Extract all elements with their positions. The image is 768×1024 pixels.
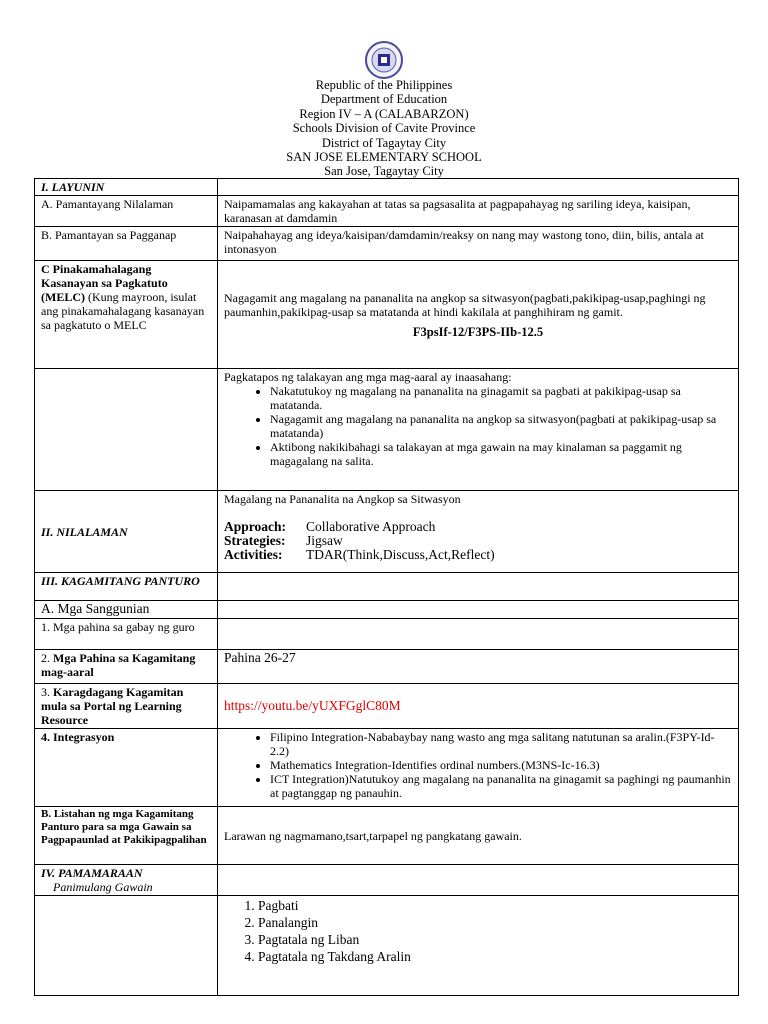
table-row	[35, 807, 739, 865]
row-value	[218, 261, 739, 369]
table-row	[35, 227, 739, 261]
list-item: • Aktibong nakikibahagi sa talakayan at mga gawain na may kinalaman sa paggamit ng magagalang na salita.	[270, 440, 732, 468]
list-item: 4. Pagtatala ng Takdang Aralin	[258, 948, 732, 965]
list-item: 1. Pagbati	[258, 897, 732, 914]
header-line: SAN JOSE ELEMENTARY SCHOOL	[286, 150, 482, 165]
section-heading: II. NILALAMAN	[35, 491, 218, 573]
table-row	[35, 261, 739, 369]
empty-cell	[218, 619, 739, 650]
objectives-cell	[218, 369, 739, 491]
table-row	[35, 179, 739, 196]
row-value: Naipahahayag ang ideya/kaisipan/damdamin/reaksy on nang may wastong tono, diin, bilis, antala at intonasyon	[218, 227, 739, 261]
empty-cell	[218, 865, 739, 896]
row-label: 4. Integrasyon	[35, 729, 218, 807]
table-row	[35, 491, 739, 573]
school-header	[0, 78, 768, 179]
melc-label-rest: (Kung mayroon, isulat ang pinakamahalagang kasanayan sa pagkatuto o MELC	[41, 290, 205, 332]
header-line: Schools Division of Cavite Province	[292, 121, 476, 136]
header-line: Department of Education	[320, 92, 448, 107]
table-row	[35, 684, 739, 729]
row-label: A. Pamantayang Nilalaman	[35, 196, 218, 227]
row-label	[35, 684, 218, 729]
table-row	[35, 865, 739, 896]
row-value: Pahina 26-27	[218, 650, 739, 684]
section-heading: III. KAGAMITANG PANTURO	[35, 573, 218, 601]
list-item: 3. Pagtatala ng Liban	[258, 931, 732, 948]
row-value: Naipamamalas ang kakayahan at tatas sa pagsasalita at pagpapahayag ng sariling ideya, kaisipan, karanasan at damdamin	[218, 196, 739, 227]
header-line: Region IV – A (CALABARZON)	[299, 106, 469, 121]
strategies-label: Strategies:	[224, 533, 286, 548]
header-line: District of Tagaytay City	[321, 135, 447, 150]
item-number: 3.	[41, 685, 53, 699]
activities-value: TDAR(Think,Discuss,Act,Reflect)	[306, 547, 495, 562]
list-item: 2. Panalangin	[258, 914, 732, 931]
empty-cell	[35, 896, 218, 996]
item-label-bold: Mga Pahina sa Kagamitang mag-aaral	[41, 651, 196, 679]
header-line: Republic of the Philippines	[315, 78, 453, 92]
activities-label: Activities:	[224, 547, 283, 562]
item-label-bold: Karagdagang Kagamitan mula sa Portal ng Learning Resource	[41, 685, 184, 727]
table-row	[35, 573, 739, 601]
list-item: • Filipino Integration-Nababaybay nang wasto ang mga salitang natutunan sa aralin.(F3PY-Id-2.2)	[270, 730, 732, 758]
empty-cell	[218, 179, 739, 196]
steps-list	[224, 897, 732, 965]
melc-code: F3psIf-12/F3PS-IIb-12.5	[412, 324, 544, 339]
objectives-list	[224, 384, 732, 468]
table-row	[35, 650, 739, 684]
steps-cell	[218, 896, 739, 996]
row-label: B. Listahan ng mga Kagamitang Panturo para sa mga Gawain sa Pagpapaunlad at Pakikipagpalihan	[35, 807, 218, 865]
row-label: A. Mga Sanggunian	[35, 601, 218, 619]
list-item: • Mathematics Integration-Identifies ordinal numbers.(M3NS-Ic-16.3)	[270, 758, 732, 772]
melc-label-bold: C Pinakamahalagang Kasanayan sa Pagkatuto (MELC)	[41, 262, 168, 304]
row-value: Larawan ng nagmamano,tsart,tarpapel ng pangkatang gawain.	[218, 807, 739, 865]
row-label: 1. Mga pahina sa gabay ng guro	[35, 619, 218, 650]
table-row	[35, 196, 739, 227]
section-subheading: Panimulang Gawain	[53, 880, 153, 894]
section-heading: I. LAYUNIN	[35, 179, 218, 196]
row-value	[218, 684, 739, 729]
empty-cell	[35, 369, 218, 491]
youtube-link[interactable]: https://youtu.be/yUXFGglC80M	[224, 698, 401, 713]
table-row	[35, 601, 739, 619]
list-item: • Nagagamit ang magalang na pananalita na angkop sa sitwasyon(pagbati at pakikipag-usap sa matatanda)	[270, 412, 732, 440]
approach-value: Collaborative Approach	[306, 519, 436, 534]
header-line: San Jose, Tagaytay City	[324, 164, 444, 179]
integrations-cell	[218, 729, 739, 807]
melc-text: Nagagamit ang magalang na pananalita na angkop sa sitwasyon(pagbati,pakikipag-usap,paghingi ng paumanhin,pakikipag-usap sa matatanda at hindi kakilala at panghihiram ng gamit.	[224, 290, 706, 319]
lesson-plan-table	[34, 178, 739, 996]
content-cell	[218, 491, 739, 573]
row-label	[35, 261, 218, 369]
row-label: B. Pamantayan sa Pagganap	[35, 227, 218, 261]
table-row	[35, 729, 739, 807]
table-row	[35, 619, 739, 650]
empty-cell	[218, 573, 739, 601]
table-row	[35, 369, 739, 491]
empty-cell	[218, 601, 739, 619]
strategies-value: Jigsaw	[306, 533, 343, 548]
objectives-intro: Pagkatapos ng talakayan ang mga mag-aaral ay inaasahang:	[224, 370, 512, 384]
approach-label: Approach:	[224, 519, 287, 534]
section-heading: IV. PAMAMARAAN	[41, 866, 143, 880]
list-item: • Nakatutukoy ng magalang na pananalita na ginagamit sa pagbati at pakikipag-usap sa matatanda.	[270, 384, 732, 412]
integrations-list	[224, 730, 732, 800]
content-title: Magalang na Pananalita na Angkop sa Sitwasyon	[224, 492, 461, 506]
list-item: • ICT Integration)Natutukoy ang magalang na pananalita na ginagamit sa paghingi ng paumanhin at pagtanggap ng panauhin.	[270, 772, 732, 800]
deped-seal-logo	[359, 40, 409, 80]
section-heading-cell	[35, 865, 218, 896]
table-row	[35, 896, 739, 996]
item-number: 2.	[41, 651, 53, 665]
row-label	[35, 650, 218, 684]
